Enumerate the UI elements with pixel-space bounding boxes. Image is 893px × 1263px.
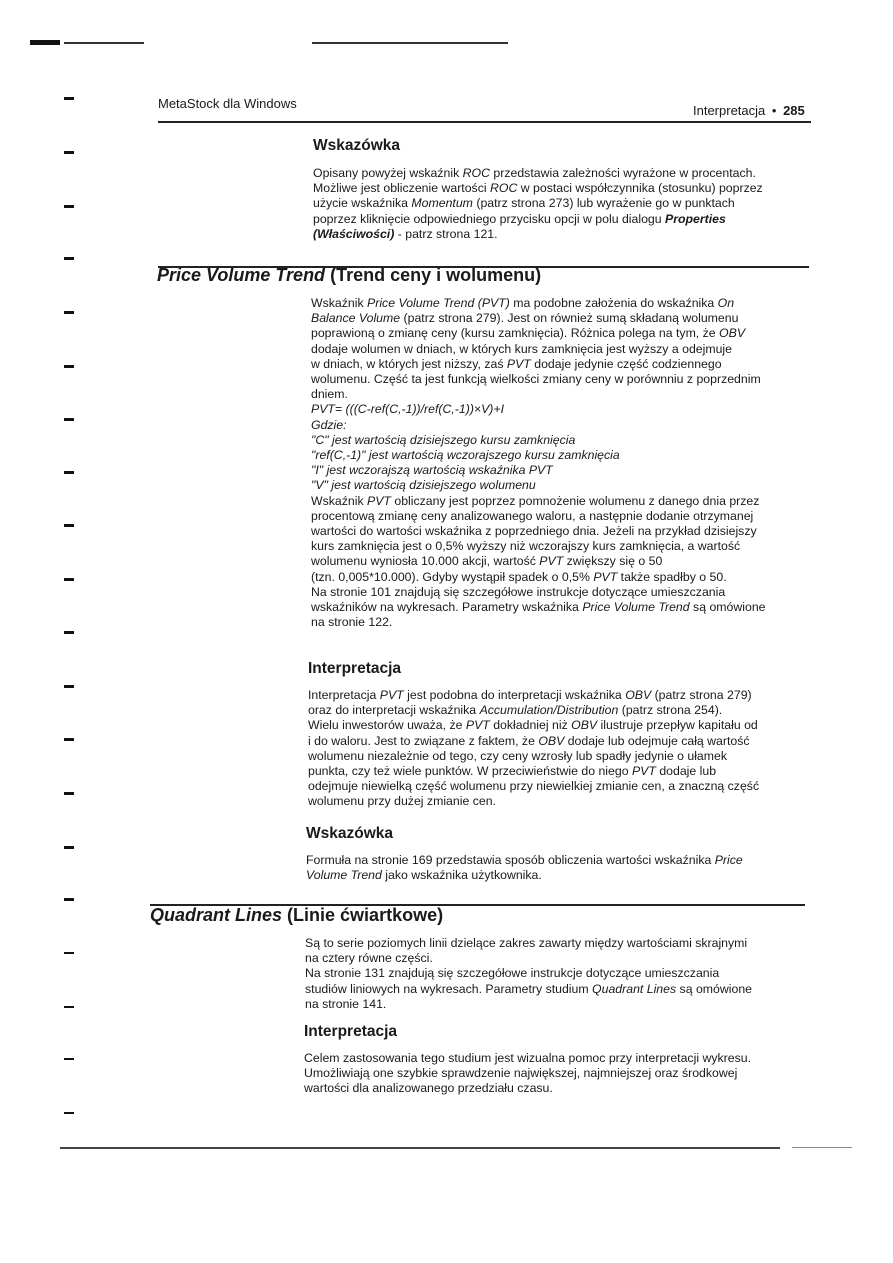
pvt-interpretation-text: Interpretacja PVT jest podobna do interpretacji wskaźnika OBV (patrz strona 279) oraz do interpretacji wskaźnika Accumulation/Distribution (patrz strona 254). Wielu inwestorów uważa, że PVT dokładniej niż OBV ilustruje przepływ kapitału od i do waloru. Jest to związane z faktem, że OBV dodaje lub odejmuje całą wartość wolumenu niezależnie od tego, czy ceny wzrosły lub spadły jedynie o ułamek punkta, czy też wiele punktów. W przeciwieństwie do niego PVT dodaje lub odejmuje niewielką część wolumenu przy niewielkiej zmianie cen, a znaczną część wolumenu przy dużej zmianie cen. <box>308 688 760 809</box>
quadrant-description: Są to serie poziomych linii dzielące zakres zawarty między wartościami skrajnymi na cztery równe części. Na stronie 131 znajdują się szczegółowe instrukcje dotyczące umieszczania studiów liniowych na wykresach. Parametry studium Quadrant Lines są omówione na stronie 141. <box>305 936 753 1011</box>
section-title-pvt: Price Volume Trend (Trend ceny i wolumenu) <box>157 265 542 285</box>
pvt-description: Wskaźnik Price Volume Trend (PVT) ma podobne założenia do wskaźnika On Balance Volume (patrz strona 279). Jest on również sumą składaną wolumenu poprawioną o zmianę ceny (kursu zamknięcia). Różnica polega na tym, że OBV dodaje wolumen w dniach, w których kurs zamknięcia jest wyższy a odejmuje w dniach, w których jest niższy, zaś PVT dodaje jedynie część codziennego wolumenu. Część ta jest funkcją wielkości zmiany ceny w porównniu z poprzednim dniem. PVT= (((C-ref(C,-1))/ref(C,-1))×V)+I Gdzie: "C" jest wartością dzisiejszego kursu zamknięcia "ref(C,-1)" jest wartością wczorajszego kursu zamknięcia "I" jest wczorajszą wartością wskaźnika PVT "V" jest wartością dzisiejszego wolumenu Wskaźnik PVT obliczany jest poprzez pomnożenie wolumenu z danego dnia przez procentową zmianę ceny analizowanego waloru, a następnie dodanie otrzymanej wartości do wartości wskaźnika z poprzedniego dnia. Jeżeli na przykład dzisiejszy kurs zamknięcia jest o 0,5% wyższy niż wczorajszy kurs zamknięcia, a wartość wolumenu wyniosła 10.000 akcji, wartość PVT zwiększy się o 50 (tzn. 0,005*10.000). Gdyby wystąpił spadek o 0,5% PVT także spadłby o 50. Na stronie 101 znajdują się szczegółowe instrukcje dotyczące umieszczania wskaźników na wykresach. Parametry wskaźnika Price Volume Trend są omówione na stronie 122. <box>311 296 766 630</box>
quadrant-interpretation-heading: Interpretacja <box>304 1023 398 1040</box>
header-bullet: • <box>771 103 777 118</box>
pvt-tip-text: Formuła na stronie 169 przedstawia sposób obliczenia wartości wskaźnika Price Volume Trend jako wskaźnika użytkownika. <box>306 853 743 883</box>
margin-mark <box>64 471 74 474</box>
pvt-formula: PVT= (((C-ref(C,-1))/ref(C,-1))×V)+I <box>311 402 504 417</box>
tip-heading: Wskazówka <box>313 137 401 154</box>
pvt-interpretation-heading: Interpretacja <box>308 660 402 677</box>
margin-mark <box>64 1112 74 1114</box>
header-rule <box>158 121 811 123</box>
margin-mark <box>64 846 74 849</box>
running-header-left: MetaStock dla Windows <box>158 96 297 111</box>
margin-mark <box>64 1006 74 1008</box>
footer-rule-right <box>792 1147 852 1148</box>
margin-mark <box>64 738 74 741</box>
margin-mark <box>64 898 74 901</box>
margin-mark <box>64 578 74 581</box>
header-section: Interpretacja <box>693 103 766 118</box>
margin-mark <box>64 257 74 260</box>
margin-mark <box>64 97 74 100</box>
tip-paragraph: Opisany powyżej wskaźnik ROC przedstawia zależności wyrażone w procentach. Możliwe jest obliczenie wartości ROC w postaci współczynnika (stosunku) poprzez użycie wskaźnika Momentum (patrz strona 273) lub wyrażenie go w punktach poprzez kliknięcie odpowiedniego przycisku opcji w polu dialogu Properties (Właściwości) - patrz strona 121. <box>313 166 763 241</box>
top-left-mark <box>30 40 60 45</box>
margin-mark <box>64 792 74 795</box>
margin-mark <box>64 524 74 527</box>
footer-rule <box>60 1147 780 1149</box>
margin-mark <box>64 1058 74 1060</box>
margin-mark <box>64 205 74 208</box>
quadrant-interpretation-text: Celem zastosowania tego studium jest wizualna pomoc przy interpretacji wykresu. Umożliwiają one szybkie sprawdzenie największej, najmniejszej oraz środkowej wartości dla analizowanego przedziału czasu. <box>304 1051 751 1096</box>
running-header-right <box>693 103 805 118</box>
margin-mark <box>64 631 74 634</box>
margin-mark <box>64 365 74 368</box>
top-center-line <box>312 42 508 44</box>
top-left-line <box>64 42 144 44</box>
margin-mark <box>64 418 74 421</box>
margin-mark <box>64 685 74 688</box>
margin-mark <box>64 311 74 314</box>
margin-mark <box>64 151 74 154</box>
page-number: 285 <box>783 103 805 118</box>
pvt-tip-heading: Wskazówka <box>306 825 394 842</box>
section-title-quadrant: Quadrant Lines (Linie ćwiartkowe) <box>150 905 444 925</box>
margin-mark <box>64 952 74 954</box>
